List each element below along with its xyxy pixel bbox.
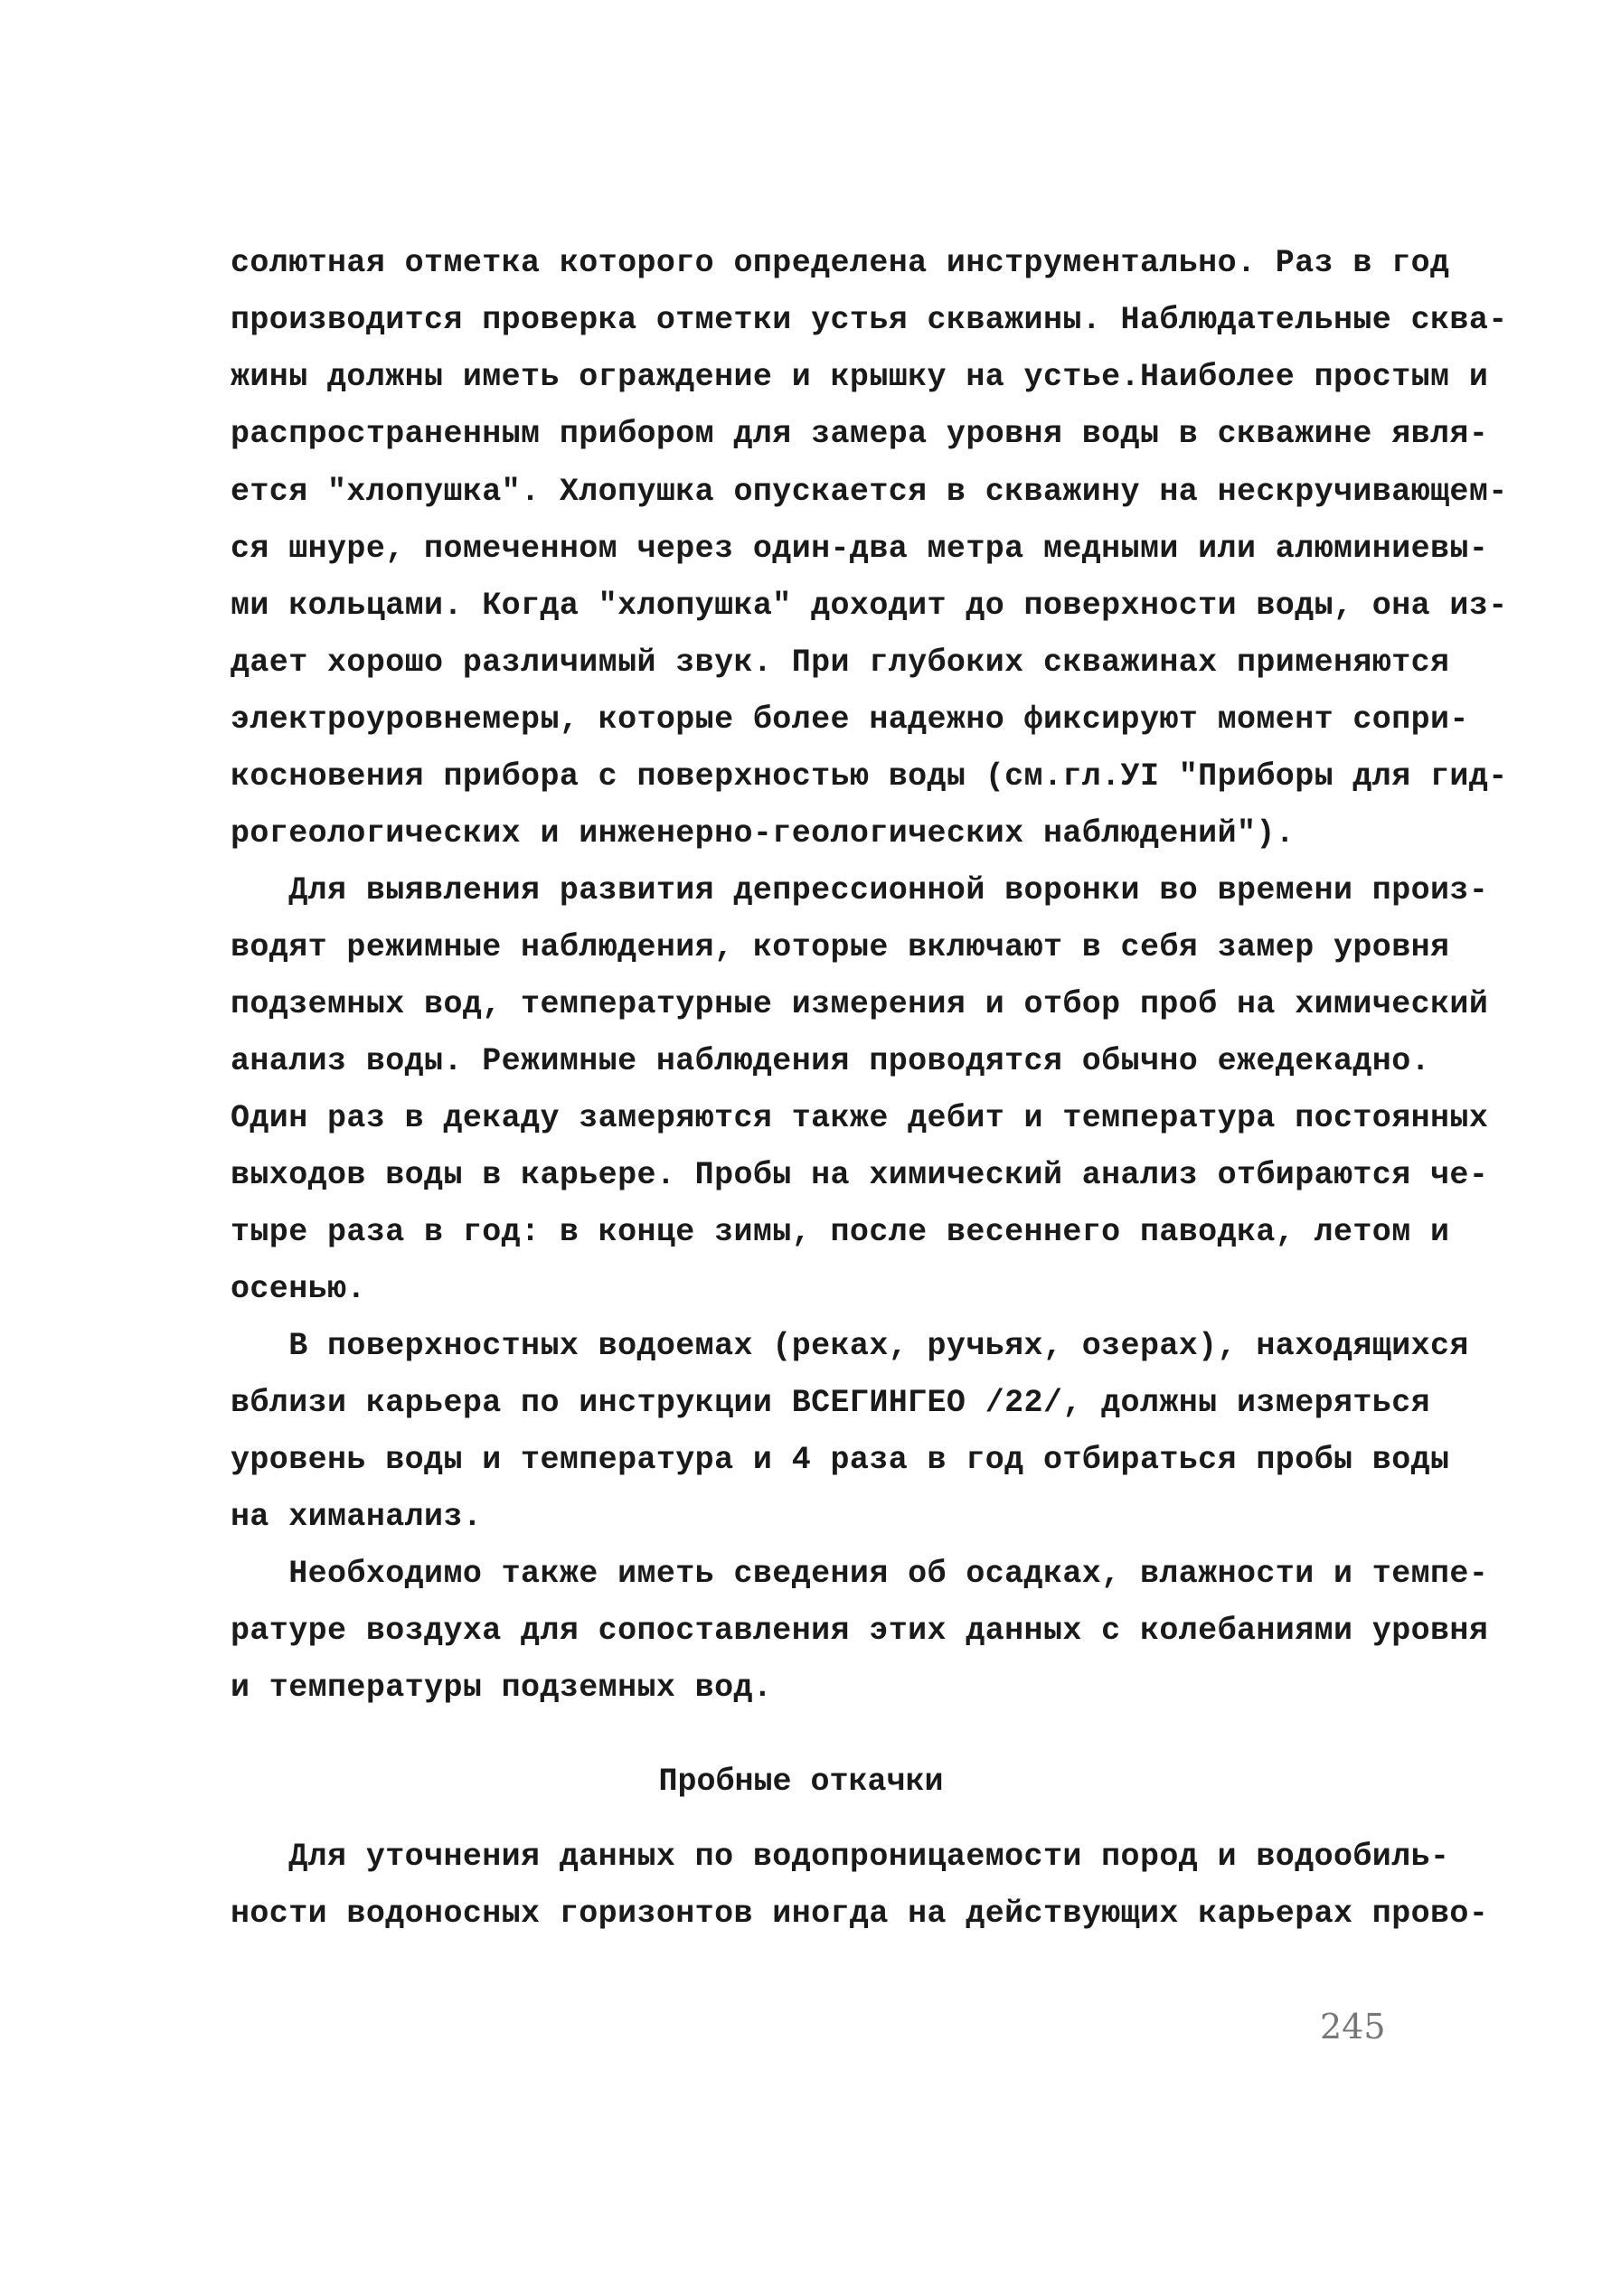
text-line: осенью. <box>231 1271 366 1307</box>
text-line: ности водоносных горизонтов иногда на действующих карьерах прово- <box>231 1896 1489 1932</box>
text-line: ется "хлопушка". Хлопушка опускается в скважину на нескручивающем- <box>231 474 1508 510</box>
text-line: на химанализ. <box>231 1499 483 1535</box>
text-line: ми кольцами. Когда "хлопушка" доходит до поверхности воды, она из- <box>231 588 1508 624</box>
text-line: дает хорошо различимый звук. При глубоких скважинах применяются <box>231 645 1450 681</box>
page-number: 245 <box>1320 2007 1386 2047</box>
section-title: Пробные откачки <box>658 1764 944 1800</box>
text-line: подземных вод, температурные измерения и отбор проб на химический <box>231 986 1489 1022</box>
text-line: водят режимные наблюдения, которые включают в себя замер уровня <box>231 929 1450 965</box>
text-line: анализ воды. Режимные наблюдения проводятся обычно ежедекадно. <box>231 1043 1431 1079</box>
text-line: электроуровнемеры, которые более надежно фиксируют момент сопри- <box>231 701 1469 738</box>
paragraph-start-line: Для выявления развития депрессионной воронки во времени произ- <box>231 872 1489 908</box>
text-line: и температуры подземных вод. <box>231 1670 773 1706</box>
text-line: косновения прибора с поверхностью воды (см.гл.УI "Приборы для гид- <box>231 758 1508 795</box>
text-line: уровень воды и температура и 4 раза в год отбираться пробы воды <box>231 1442 1450 1478</box>
paragraph-start-line: Необходимо также иметь сведения об осадках, влажности и темпе- <box>231 1556 1489 1592</box>
paragraph-start-line: Для уточнения данных по водопроницаемости пород и водообиль- <box>231 1839 1450 1875</box>
text-line: производится проверка отметки устья скважины. Наблюдательные сква- <box>231 302 1508 338</box>
text-line: распространенным прибором для замера уровня воды в скважине явля- <box>231 416 1489 452</box>
text-line: жины должны иметь ограждение и крышку на устье.Наиболее простым и <box>231 359 1489 395</box>
text-line: Один раз в декаду замеряются также дебит и температура постоянных <box>231 1100 1489 1136</box>
text-line: тыре раза в год: в конце зимы, после весеннего паводка, летом и <box>231 1214 1450 1250</box>
paragraph-start-line: В поверхностных водоемах (реках, ручьях, озерах), находящихся <box>231 1328 1469 1364</box>
text-line: ся шнуре, помеченном через один-два метра медными или алюминиевы- <box>231 531 1489 567</box>
text-line: солютная отметка которого определена инструментально. Раз в год <box>231 245 1450 281</box>
text-line: выходов воды в карьере. Пробы на химический анализ отбираются че- <box>231 1157 1489 1193</box>
text-line: рогеологических и инженерно-геологических наблюдений"). <box>231 815 1296 852</box>
text-line: ратуре воздуха для сопоставления этих данных с колебаниями уровня <box>231 1613 1489 1649</box>
text-line: вблизи карьера по инструкции ВСЕГИНГЕО /22/, должны измеряться <box>231 1385 1431 1421</box>
